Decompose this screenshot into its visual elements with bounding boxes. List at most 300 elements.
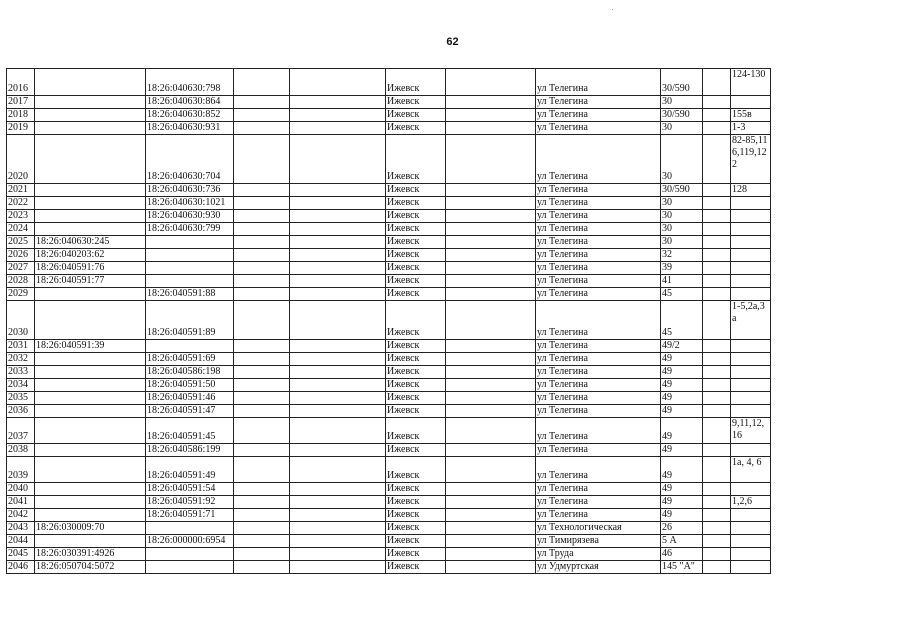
table-row xyxy=(7,301,771,340)
premises-cell xyxy=(731,288,771,301)
city-cell: Ижевск xyxy=(386,223,446,236)
empty-cell xyxy=(234,69,290,96)
table-row xyxy=(7,184,771,197)
row-number: 2032 xyxy=(7,353,35,366)
cadastral-number-a: 18:26:040203:62 xyxy=(35,249,146,262)
table-row xyxy=(7,561,771,574)
table-row xyxy=(7,96,771,109)
row-number: 2041 xyxy=(7,496,35,509)
empty-cell xyxy=(446,210,536,223)
cadastral-number-a xyxy=(35,210,146,223)
empty-cell xyxy=(234,509,290,522)
row-number: 2042 xyxy=(7,509,35,522)
premises-cell xyxy=(731,197,771,210)
premises-cell xyxy=(731,353,771,366)
table-row xyxy=(7,340,771,353)
cadastral-number-a xyxy=(35,457,146,483)
street-cell: ул Телегина xyxy=(536,122,661,135)
cadastral-number-a: 18:26:050704:5072 xyxy=(35,561,146,574)
house-cell: 30/590 xyxy=(661,69,703,96)
house-cell: 49 xyxy=(661,392,703,405)
empty-cell xyxy=(290,392,386,405)
premises-cell: 9,11,12,16 xyxy=(731,418,771,444)
empty-cell xyxy=(290,535,386,548)
city-cell: Ижевск xyxy=(386,288,446,301)
empty-cell xyxy=(290,135,386,184)
empty-cell xyxy=(703,457,731,483)
cadastral-number-b: 18:26:040591:50 xyxy=(146,379,234,392)
empty-cell xyxy=(290,405,386,418)
table-row xyxy=(7,353,771,366)
empty-cell xyxy=(290,109,386,122)
row-number: 2031 xyxy=(7,340,35,353)
row-number: 2028 xyxy=(7,275,35,288)
row-number: 2018 xyxy=(7,109,35,122)
cadastral-number-a xyxy=(35,444,146,457)
premises-cell xyxy=(731,509,771,522)
row-number: 2016 xyxy=(7,69,35,96)
empty-cell xyxy=(234,444,290,457)
cadastral-number-a: 18:26:040591:39 xyxy=(35,340,146,353)
empty-cell xyxy=(446,69,536,96)
premises-cell: 1а, 4, 6 xyxy=(731,457,771,483)
empty-cell xyxy=(703,301,731,340)
empty-cell xyxy=(234,535,290,548)
cadastral-number-b xyxy=(146,249,234,262)
city-cell: Ижевск xyxy=(386,548,446,561)
premises-cell xyxy=(731,210,771,223)
table-row xyxy=(7,69,771,96)
empty-cell xyxy=(703,379,731,392)
city-cell: Ижевск xyxy=(386,275,446,288)
empty-cell xyxy=(234,275,290,288)
city-cell: Ижевск xyxy=(386,109,446,122)
cadastral-number-a xyxy=(35,535,146,548)
empty-cell xyxy=(446,96,536,109)
empty-cell xyxy=(290,418,386,444)
cadastral-number-b: 18:26:040630:1021 xyxy=(146,197,234,210)
cadastral-number-a: 18:26:040591:76 xyxy=(35,262,146,275)
house-cell: 49 xyxy=(661,353,703,366)
premises-cell: 1-3 xyxy=(731,122,771,135)
street-cell: ул Телегина xyxy=(536,496,661,509)
house-cell: 49/2 xyxy=(661,340,703,353)
premises-cell: 82-85,116,119,122 xyxy=(731,135,771,184)
empty-cell xyxy=(703,392,731,405)
street-cell: ул Телегина xyxy=(536,366,661,379)
table-row xyxy=(7,236,771,249)
empty-cell xyxy=(290,366,386,379)
table-row xyxy=(7,522,771,535)
empty-cell xyxy=(234,496,290,509)
empty-cell xyxy=(290,509,386,522)
empty-cell xyxy=(290,340,386,353)
table-row xyxy=(7,457,771,483)
premises-cell xyxy=(731,444,771,457)
row-number: 2020 xyxy=(7,135,35,184)
city-cell: Ижевск xyxy=(386,405,446,418)
empty-cell xyxy=(234,210,290,223)
table-row xyxy=(7,249,771,262)
premises-cell: 124-130 xyxy=(731,69,771,96)
empty-cell xyxy=(290,288,386,301)
row-number: 2046 xyxy=(7,561,35,574)
city-cell: Ижевск xyxy=(386,210,446,223)
city-cell: Ижевск xyxy=(386,366,446,379)
cadastral-number-a xyxy=(35,392,146,405)
empty-cell xyxy=(703,561,731,574)
empty-cell xyxy=(446,197,536,210)
empty-cell xyxy=(703,340,731,353)
city-cell: Ижевск xyxy=(386,249,446,262)
empty-cell xyxy=(703,405,731,418)
city-cell: Ижевск xyxy=(386,340,446,353)
page-number: 62 xyxy=(446,36,459,48)
cadastral-number-b: 18:26:040591:54 xyxy=(146,483,234,496)
empty-cell xyxy=(703,135,731,184)
cadastral-number-b: 18:26:040591:45 xyxy=(146,418,234,444)
city-cell: Ижевск xyxy=(386,457,446,483)
city-cell: Ижевск xyxy=(386,135,446,184)
empty-cell xyxy=(234,301,290,340)
cadastral-number-b: 18:26:040630:736 xyxy=(146,184,234,197)
premises-cell: 1,2,6 xyxy=(731,496,771,509)
empty-cell xyxy=(290,275,386,288)
empty-cell xyxy=(703,184,731,197)
table-row xyxy=(7,496,771,509)
cadastral-number-b xyxy=(146,548,234,561)
row-number: 2022 xyxy=(7,197,35,210)
empty-cell xyxy=(703,418,731,444)
city-cell: Ижевск xyxy=(386,535,446,548)
premises-cell xyxy=(731,379,771,392)
cadastral-number-a xyxy=(35,353,146,366)
row-number: 2025 xyxy=(7,236,35,249)
empty-cell xyxy=(446,561,536,574)
empty-cell xyxy=(234,223,290,236)
cadastral-number-a: 18:26:040630:245 xyxy=(35,236,146,249)
empty-cell xyxy=(446,275,536,288)
empty-cell xyxy=(234,184,290,197)
row-number: 2044 xyxy=(7,535,35,548)
cadastral-number-b: 18:26:040591:89 xyxy=(146,301,234,340)
house-cell: 5 А xyxy=(661,535,703,548)
empty-cell xyxy=(703,197,731,210)
cadastral-number-b: 18:26:040591:49 xyxy=(146,457,234,483)
house-cell: 49 xyxy=(661,366,703,379)
cadastral-number-b: 18:26:000000:6954 xyxy=(146,535,234,548)
row-number: 2024 xyxy=(7,223,35,236)
street-cell: ул Телегина xyxy=(536,96,661,109)
street-cell: ул Телегина xyxy=(536,444,661,457)
empty-cell xyxy=(234,457,290,483)
empty-cell xyxy=(290,210,386,223)
premises-cell xyxy=(731,561,771,574)
table-row xyxy=(7,262,771,275)
empty-cell xyxy=(234,405,290,418)
city-cell: Ижевск xyxy=(386,509,446,522)
empty-cell xyxy=(290,122,386,135)
empty-cell xyxy=(234,109,290,122)
cadastral-number-a xyxy=(35,96,146,109)
row-number: 2039 xyxy=(7,457,35,483)
empty-cell xyxy=(446,496,536,509)
street-cell: ул Удмуртская xyxy=(536,561,661,574)
empty-cell xyxy=(234,122,290,135)
city-cell: Ижевск xyxy=(386,184,446,197)
street-cell: ул Труда xyxy=(536,548,661,561)
cadastral-number-b xyxy=(146,236,234,249)
table-row xyxy=(7,444,771,457)
cadastral-number-a xyxy=(35,301,146,340)
empty-cell xyxy=(234,262,290,275)
cadastral-number-a xyxy=(35,223,146,236)
house-cell: 46 xyxy=(661,548,703,561)
row-number: 2034 xyxy=(7,379,35,392)
empty-cell xyxy=(446,109,536,122)
house-cell: 39 xyxy=(661,262,703,275)
cadastral-number-b: 18:26:040591:69 xyxy=(146,353,234,366)
empty-cell xyxy=(290,548,386,561)
house-cell: 30 xyxy=(661,122,703,135)
cadastral-number-b xyxy=(146,522,234,535)
table-row xyxy=(7,135,771,184)
street-cell: ул Телегина xyxy=(536,340,661,353)
empty-cell xyxy=(234,548,290,561)
empty-cell xyxy=(234,340,290,353)
street-cell: ул Телегина xyxy=(536,210,661,223)
house-cell: 49 xyxy=(661,496,703,509)
street-cell: ул Телегина xyxy=(536,184,661,197)
empty-cell xyxy=(234,366,290,379)
empty-cell xyxy=(290,353,386,366)
empty-cell xyxy=(703,509,731,522)
cadastral-number-a xyxy=(35,509,146,522)
empty-cell xyxy=(234,135,290,184)
city-cell: Ижевск xyxy=(386,392,446,405)
empty-cell xyxy=(446,223,536,236)
street-cell: ул Телегина xyxy=(536,301,661,340)
table-row xyxy=(7,509,771,522)
row-number: 2035 xyxy=(7,392,35,405)
empty-cell xyxy=(703,535,731,548)
house-cell: 30/590 xyxy=(661,184,703,197)
empty-cell xyxy=(290,457,386,483)
empty-cell xyxy=(703,353,731,366)
empty-cell xyxy=(290,184,386,197)
street-cell: ул Телегина xyxy=(536,483,661,496)
street-cell: ул Телегина xyxy=(536,418,661,444)
cadastral-number-b: 18:26:040630:931 xyxy=(146,122,234,135)
city-cell: Ижевск xyxy=(386,236,446,249)
street-cell: ул Телегина xyxy=(536,223,661,236)
premises-cell xyxy=(731,535,771,548)
house-cell: 30 xyxy=(661,210,703,223)
street-cell: ул Телегина xyxy=(536,379,661,392)
premises-cell xyxy=(731,223,771,236)
row-number: 2029 xyxy=(7,288,35,301)
empty-cell xyxy=(234,522,290,535)
street-cell: ул Телегина xyxy=(536,353,661,366)
empty-cell xyxy=(290,379,386,392)
cadastral-number-b: 18:26:040630:799 xyxy=(146,223,234,236)
cadastral-number-b: 18:26:040630:798 xyxy=(146,69,234,96)
empty-cell xyxy=(446,135,536,184)
street-cell: ул Телегина xyxy=(536,262,661,275)
premises-cell xyxy=(731,262,771,275)
row-number: 2021 xyxy=(7,184,35,197)
street-cell: ул Телегина xyxy=(536,69,661,96)
register-table xyxy=(6,68,771,574)
row-number: 2027 xyxy=(7,262,35,275)
empty-cell xyxy=(290,197,386,210)
empty-cell xyxy=(703,522,731,535)
row-number: 2030 xyxy=(7,301,35,340)
cadastral-number-b: 18:26:040630:704 xyxy=(146,135,234,184)
table-row xyxy=(7,548,771,561)
row-number: 2026 xyxy=(7,249,35,262)
house-cell: 49 xyxy=(661,483,703,496)
empty-cell xyxy=(703,69,731,96)
cadastral-number-b: 18:26:040630:852 xyxy=(146,109,234,122)
cadastral-number-b: 18:26:040630:930 xyxy=(146,210,234,223)
empty-cell xyxy=(446,288,536,301)
row-number: 2023 xyxy=(7,210,35,223)
empty-cell xyxy=(290,561,386,574)
house-cell: 49 xyxy=(661,418,703,444)
empty-cell xyxy=(290,223,386,236)
empty-cell xyxy=(703,223,731,236)
house-cell: 30 xyxy=(661,223,703,236)
premises-cell: 155в xyxy=(731,109,771,122)
row-number: 2033 xyxy=(7,366,35,379)
cadastral-number-a xyxy=(35,496,146,509)
city-cell: Ижевск xyxy=(386,69,446,96)
empty-cell xyxy=(446,353,536,366)
empty-cell xyxy=(290,69,386,96)
empty-cell xyxy=(703,262,731,275)
street-cell: ул Телегина xyxy=(536,392,661,405)
empty-cell xyxy=(234,418,290,444)
empty-cell xyxy=(446,340,536,353)
empty-cell xyxy=(234,379,290,392)
city-cell: Ижевск xyxy=(386,444,446,457)
empty-cell xyxy=(446,122,536,135)
empty-cell xyxy=(703,122,731,135)
empty-cell xyxy=(290,522,386,535)
row-number: 2036 xyxy=(7,405,35,418)
row-number: 2045 xyxy=(7,548,35,561)
row-number: 2017 xyxy=(7,96,35,109)
premises-cell xyxy=(731,236,771,249)
street-cell: ул Технологическая xyxy=(536,522,661,535)
empty-cell xyxy=(703,109,731,122)
house-cell: 145 "А" xyxy=(661,561,703,574)
empty-cell xyxy=(290,483,386,496)
empty-cell xyxy=(703,249,731,262)
street-cell: ул Телегина xyxy=(536,509,661,522)
cadastral-number-a xyxy=(35,69,146,96)
empty-cell xyxy=(703,96,731,109)
cadastral-number-a xyxy=(35,122,146,135)
city-cell: Ижевск xyxy=(386,561,446,574)
table-row xyxy=(7,288,771,301)
city-cell: Ижевск xyxy=(386,353,446,366)
empty-cell xyxy=(703,483,731,496)
table-row xyxy=(7,122,771,135)
empty-cell xyxy=(446,405,536,418)
premises-cell xyxy=(731,96,771,109)
table-row xyxy=(7,405,771,418)
city-cell: Ижевск xyxy=(386,496,446,509)
table-row xyxy=(7,210,771,223)
table-row xyxy=(7,366,771,379)
cadastral-number-b xyxy=(146,561,234,574)
street-cell: ул Телегина xyxy=(536,236,661,249)
cadastral-number-a xyxy=(35,184,146,197)
empty-cell xyxy=(446,509,536,522)
cadastral-number-b xyxy=(146,340,234,353)
empty-cell xyxy=(446,236,536,249)
empty-cell xyxy=(446,522,536,535)
table-row xyxy=(7,223,771,236)
city-cell: Ижевск xyxy=(386,418,446,444)
premises-cell: 128 xyxy=(731,184,771,197)
house-cell: 49 xyxy=(661,405,703,418)
empty-cell xyxy=(234,561,290,574)
house-cell: 45 xyxy=(661,288,703,301)
scan-speck xyxy=(612,9,613,10)
empty-cell xyxy=(703,275,731,288)
row-number: 2043 xyxy=(7,522,35,535)
street-cell: ул Телегина xyxy=(536,275,661,288)
premises-cell xyxy=(731,275,771,288)
house-cell: 30 xyxy=(661,197,703,210)
empty-cell xyxy=(234,249,290,262)
table-row xyxy=(7,379,771,392)
premises-cell: 1-5,2а,3а xyxy=(731,301,771,340)
cadastral-number-b xyxy=(146,275,234,288)
empty-cell xyxy=(703,496,731,509)
row-number: 2040 xyxy=(7,483,35,496)
row-number: 2038 xyxy=(7,444,35,457)
empty-cell xyxy=(446,249,536,262)
empty-cell xyxy=(703,548,731,561)
cadastral-number-a xyxy=(35,379,146,392)
empty-cell xyxy=(446,457,536,483)
row-number: 2037 xyxy=(7,418,35,444)
empty-cell xyxy=(290,236,386,249)
house-cell: 26 xyxy=(661,522,703,535)
street-cell: ул Телегина xyxy=(536,135,661,184)
empty-cell xyxy=(290,496,386,509)
city-cell: Ижевск xyxy=(386,197,446,210)
cadastral-number-a xyxy=(35,135,146,184)
empty-cell xyxy=(703,288,731,301)
premises-cell xyxy=(731,483,771,496)
empty-cell xyxy=(234,353,290,366)
premises-cell xyxy=(731,249,771,262)
empty-cell xyxy=(290,249,386,262)
table-row xyxy=(7,197,771,210)
cadastral-number-a xyxy=(35,366,146,379)
house-cell: 49 xyxy=(661,444,703,457)
house-cell: 30/590 xyxy=(661,109,703,122)
empty-cell xyxy=(446,184,536,197)
city-cell: Ижевск xyxy=(386,301,446,340)
house-cell: 30 xyxy=(661,96,703,109)
empty-cell xyxy=(234,392,290,405)
